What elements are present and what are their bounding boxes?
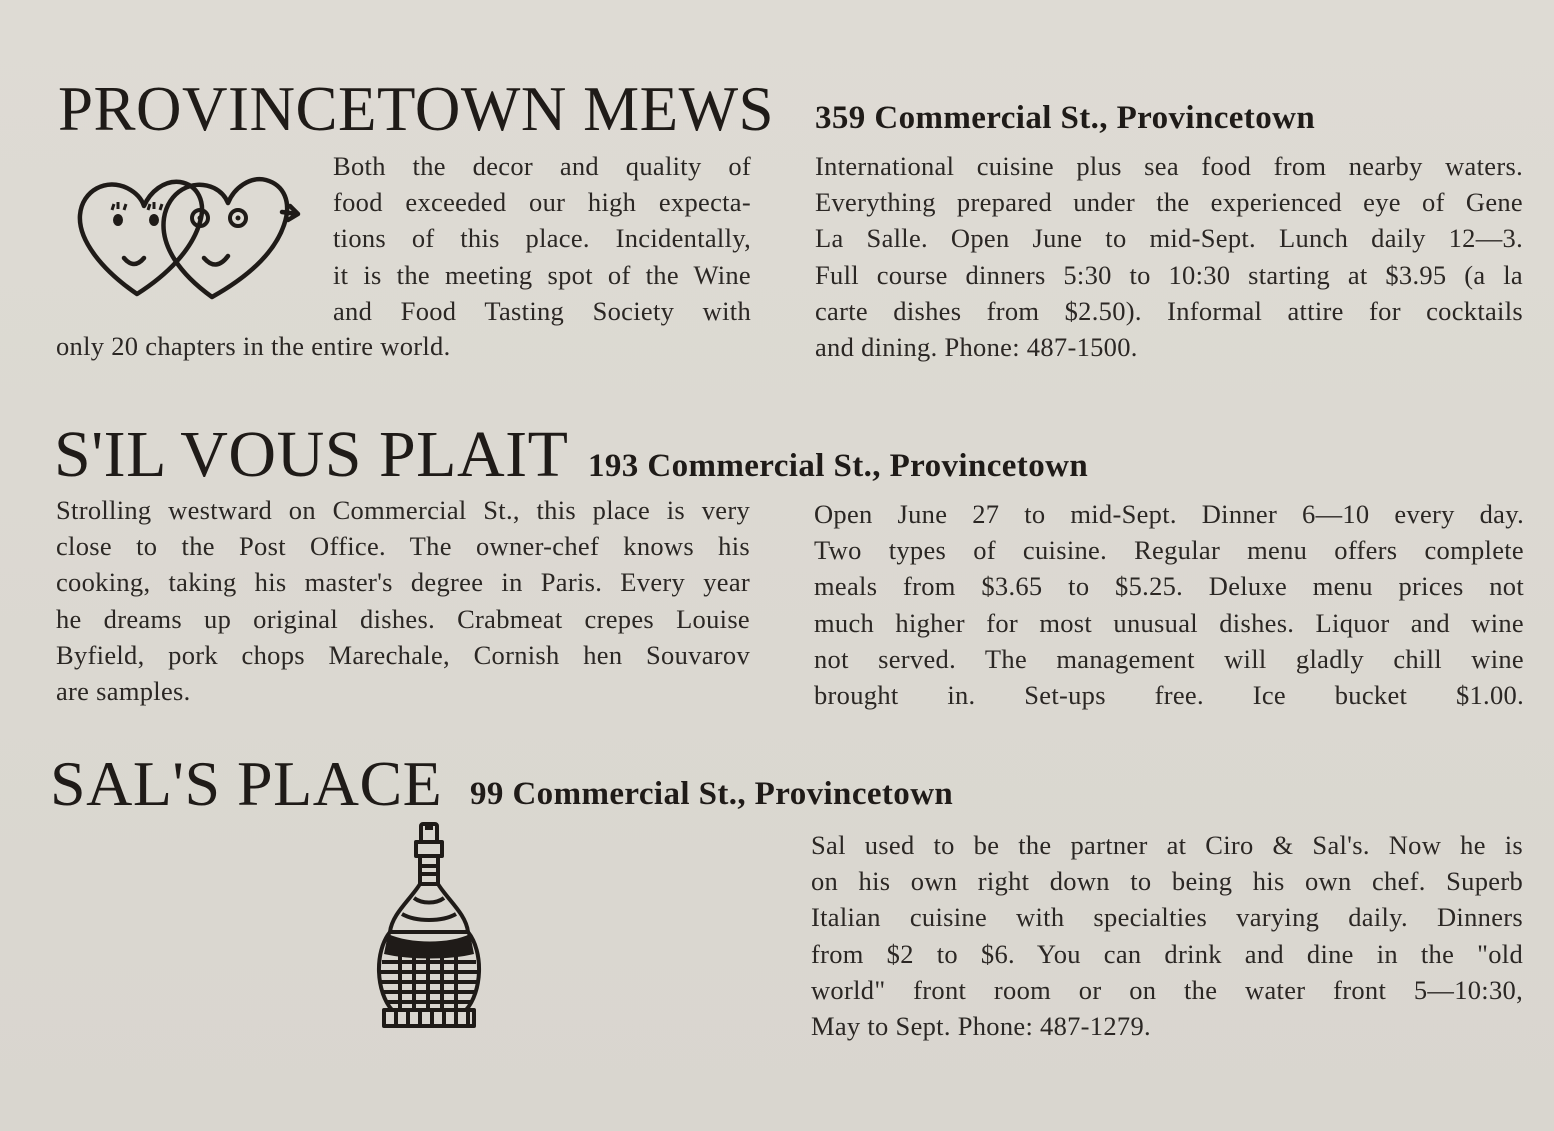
text-line: much higher for most unusual dishes. Liquor and wine <box>814 607 1524 638</box>
text-line: it is the meeting spot of the Wine <box>333 259 751 290</box>
text-line: La Salle. Open June to mid-Sept. Lunch daily 12—3. <box>815 223 1523 254</box>
restaurant-name: PROVINCETOWN MEWS <box>58 74 775 144</box>
text-line: not served. The management will gladly chill wine <box>814 643 1524 674</box>
text-line: International cuisine plus sea food from nearby waters. <box>815 151 1523 181</box>
chianti-bottle-icon <box>370 822 490 1034</box>
text-line: Two types of cuisine. Regular menu offers complete <box>814 535 1524 566</box>
text-line: Strolling westward on Commercial St., this place is very <box>56 495 750 525</box>
restaurant-name: S'IL VOUS PLAIT <box>54 418 569 491</box>
text-line: world" front room or on the water front 5—10:30, <box>811 974 1523 1005</box>
text-line: on his own right down to being his own chef. Superb <box>811 866 1523 897</box>
text-line: are samples. <box>56 676 191 707</box>
text-line: Everything prepared under the experienced eye of Gene <box>815 187 1523 218</box>
text-line: tions of this place. Incidentally, <box>333 223 751 254</box>
text-line: Full course dinners 5:30 to 10:30 starting at $3.95 (a la <box>815 259 1523 290</box>
text-line: Sal used to be the partner at Ciro & Sal's. Now he is <box>811 830 1523 860</box>
text-line: from $2 to $6. You can drink and dine in the "old <box>811 938 1523 969</box>
restaurant-name: SAL'S PLACE <box>50 748 443 819</box>
text-line: food exceeded our high expecta- <box>333 187 751 218</box>
text-line: Open June 27 to mid-Sept. Dinner 6—10 every day. <box>814 499 1524 529</box>
two-hearts-icon <box>72 170 307 305</box>
description-right <box>814 496 1524 713</box>
text-line: Byfield, pork chops Marechale, Cornish hen Souvarov <box>56 639 750 670</box>
text-line: and dining. Phone: 487-1500. <box>815 332 1138 363</box>
text-line: and Food Tasting Society with <box>333 295 751 326</box>
text-line: May to Sept. Phone: 487-1279. <box>811 1011 1151 1042</box>
text-line: Both the decor and quality of <box>333 151 751 181</box>
text-line: he dreams up original dishes. Crabmeat crepes Louise <box>56 603 750 634</box>
text-line: meals from $3.65 to $5.25. Deluxe menu prices not <box>814 571 1524 602</box>
restaurant-address: 99 Commercial St., Provincetown <box>470 776 954 812</box>
text-line: cooking, taking his master's degree in Paris. Every year <box>56 567 750 598</box>
text-line: Italian cuisine with specialties varying daily. Dinners <box>811 902 1523 933</box>
description-right <box>811 827 1523 1044</box>
description-left-tail <box>56 328 556 364</box>
restaurant-address: 359 Commercial St., Provincetown <box>815 100 1316 136</box>
description-right <box>815 148 1523 365</box>
description-left <box>333 148 751 329</box>
restaurant-address: 193 Commercial St., Provincetown <box>588 448 1089 484</box>
description-left <box>56 492 750 709</box>
text-line: close to the Post Office. The owner-chef knows his <box>56 531 750 562</box>
text-line: only 20 chapters in the entire world. <box>56 331 451 361</box>
text-line: carte dishes from $2.50). Informal attire for cocktails <box>815 295 1523 326</box>
text-line: brought in. Set-ups free. Ice bucket $1.00. <box>814 680 1524 711</box>
